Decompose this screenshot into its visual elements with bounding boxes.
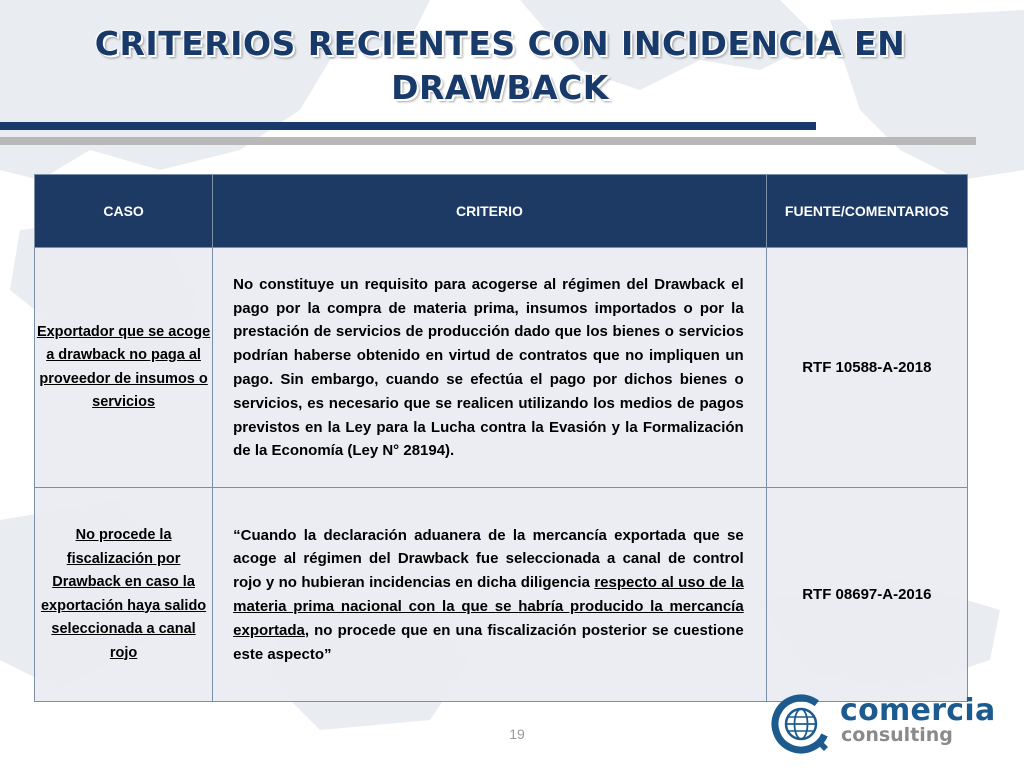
header-fuente: FUENTE/COMENTARIOS: [766, 175, 967, 248]
header-caso: CASO: [35, 175, 213, 248]
criteria-table-container: [34, 174, 968, 702]
caso-cell: [35, 488, 213, 702]
criterio-cell: No constituye un requisito para acogerse al régimen del Drawback el pago por la compra de materia prima, insumos importados o por la prestación de servicios de producción dado que los bienes o servicios podrían haberse obtenido en virtud de contratos que no impliquen un pago. Sin embargo, cuando se efectúa el pago por dichos bienes o servicios, es necesario que se realicen utilizando los medios de pagos previstos en la Ley para la Lucha contra la Evasión y la Formalización de la Economía (Ley N° 28194).: [213, 248, 767, 488]
logo-text-consulting: consulting: [841, 724, 953, 746]
criterio-text-after: , no procede que en una fiscalización posterior se cuestione este aspecto”: [233, 621, 744, 663]
criteria-table: [34, 174, 968, 702]
logo-text-comercia: comercia: [840, 693, 996, 728]
fuente-cell: RTF 08697-A-2016: [766, 488, 967, 702]
table-header-row: [35, 175, 968, 248]
company-logo: [770, 693, 996, 757]
title-divider-blue: [0, 122, 816, 130]
table-row: [35, 248, 968, 488]
criterio-cell: [213, 488, 767, 702]
criterio-text-before: “Cuando la declaración aduanera de la mercancía exportada que se acoge al régimen del Drawback fue seleccionada a canal de control rojo y no hubieran incidencias en dicha diligencia: [233, 526, 744, 592]
table-row: [35, 488, 968, 702]
globe-c-icon: [770, 693, 832, 755]
caso-text: No procede la fiscalización por Drawback en caso la exportación haya salido seleccionada a canal rojo: [40, 527, 207, 661]
header-criterio: CRITERIO: [213, 175, 767, 248]
slide-title: CRITERIOS RECIENTES CON INCIDENCIA EN DRAWBACK: [94, 24, 906, 107]
criterio-text-underlined: respecto al uso de la materia prima nacional con la que se habría producido la mercancía exportada: [233, 574, 744, 639]
page-number: 19: [509, 726, 525, 742]
caso-text: Exportador que se acoge a drawback no paga al proveedor de insumos o servicios: [36, 323, 211, 410]
caso-cell: [35, 248, 213, 488]
fuente-cell: RTF 10588-A-2018: [766, 248, 967, 488]
title-divider-grey: [0, 137, 976, 145]
